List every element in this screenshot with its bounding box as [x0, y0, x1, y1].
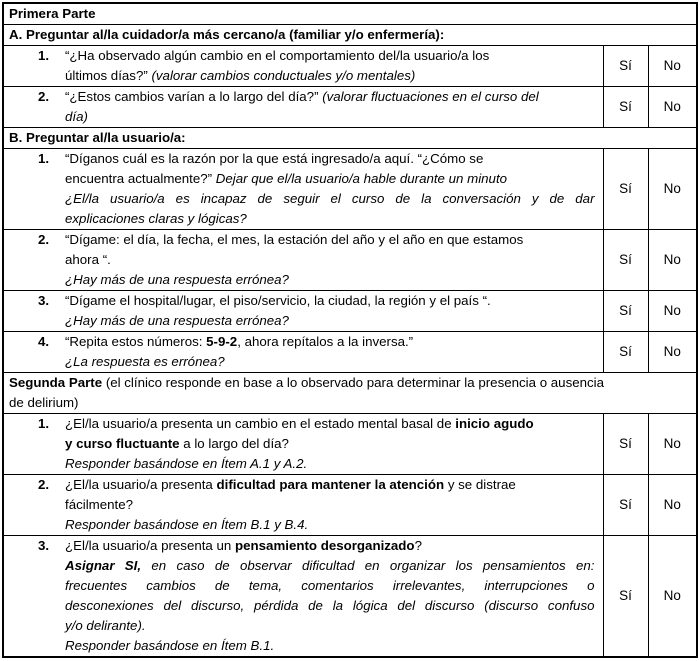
- answer-yes-cell: Sí: [603, 46, 648, 87]
- question-number: 3.: [38, 538, 50, 553]
- assessment-table: [2, 2, 698, 658]
- text-segment: de delirium): [9, 395, 79, 410]
- question-row: [3, 230, 697, 291]
- section-header-row: [3, 373, 697, 414]
- question-number: 1.: [38, 151, 50, 166]
- text-segment: ?: [414, 538, 422, 553]
- text-line: [65, 169, 595, 189]
- text-line: [65, 495, 595, 515]
- section-header-cell: [3, 373, 697, 414]
- answer-yes-cell: Sí: [603, 87, 648, 128]
- question-content: [4, 536, 595, 656]
- text-segment: ¿El/la usuario/a es incapaz de seguir el curso de la conversación y de dar: [65, 191, 595, 206]
- text-line: [65, 209, 595, 229]
- question-text: [65, 87, 595, 127]
- text-segment: Responder basándose en Ítem B.1.: [65, 638, 275, 653]
- text-segment: y/o delirante).: [65, 618, 146, 633]
- question-cell: [3, 230, 603, 291]
- text-line: [65, 149, 595, 169]
- answer-yes-cell: Sí: [603, 291, 648, 332]
- question-content: [4, 87, 595, 127]
- text-segment: (valorar fluctuaciones en el curso del: [322, 89, 539, 104]
- text-segment: ¿La respuesta es errónea?: [65, 354, 225, 369]
- question-text: [65, 332, 595, 372]
- text-line: [65, 250, 595, 270]
- answer-yes-cell: Sí: [603, 475, 648, 536]
- text-segment: a lo largo del día?: [179, 436, 289, 451]
- text-segment: día): [65, 109, 88, 124]
- question-cell: [3, 536, 603, 658]
- text-segment: “Díganos cuál es la razón por la que está ingresado/a aquí. “¿Cómo se: [65, 151, 484, 166]
- question-cell: [3, 475, 603, 536]
- question-content: [4, 149, 595, 229]
- text-segment: inicio agudo: [455, 416, 534, 431]
- text-line: [65, 616, 595, 636]
- text-line: [65, 311, 595, 331]
- question-row: [3, 46, 697, 87]
- text-line: [65, 576, 595, 596]
- answer-yes-cell: Sí: [603, 536, 648, 658]
- text-line: [65, 636, 595, 656]
- text-line: [9, 4, 690, 24]
- text-segment: frecuentes cambios de tema, comentarios irrelevantes, interrupciones o: [65, 578, 595, 593]
- text-line: [9, 373, 690, 393]
- question-text: [65, 230, 595, 290]
- question-content: [4, 46, 595, 86]
- answer-yes-cell: Sí: [603, 332, 648, 373]
- text-segment: pensamiento desorganizado: [235, 538, 415, 553]
- text-segment: encuentra actualmente?”: [65, 171, 216, 186]
- question-text: [65, 291, 595, 331]
- text-segment: y curso fluctuante: [65, 436, 180, 451]
- text-segment: ¿El/la usuario/a presenta un: [65, 538, 236, 553]
- text-line: [9, 128, 690, 148]
- section-header-cell: [3, 3, 697, 25]
- question-row: [3, 414, 697, 475]
- text-segment: “Dígame: el día, la fecha, el mes, la estación del año y el año en que estamos: [65, 232, 524, 247]
- question-number: 4.: [38, 334, 50, 349]
- question-text: [65, 475, 595, 535]
- section-header-row: [3, 3, 697, 25]
- text-segment: ¿Hay más de una respuesta errónea?: [65, 272, 289, 287]
- section-header-row: [3, 25, 697, 46]
- answer-no-cell: No: [648, 149, 697, 230]
- text-line: [65, 66, 595, 86]
- question-row: [3, 475, 697, 536]
- text-segment: fácilmente?: [65, 497, 133, 512]
- question-text: [65, 414, 595, 474]
- answer-yes-cell: Sí: [603, 149, 648, 230]
- text-segment: Dejar que el/la usuario/a hable durante un minuto: [215, 171, 508, 186]
- text-line: [9, 393, 690, 413]
- question-text: [65, 46, 595, 86]
- answer-yes-cell: Sí: [603, 414, 648, 475]
- question-row: [3, 87, 697, 128]
- text-segment: “Dígame el hospital/lugar, el piso/servicio, la ciudad, la región y el país “.: [65, 293, 491, 308]
- text-segment: Primera Parte: [9, 6, 96, 21]
- answer-no-cell: No: [648, 475, 697, 536]
- question-content: [4, 230, 595, 290]
- text-line: [65, 475, 595, 495]
- question-number: 1.: [38, 48, 50, 63]
- section-header-cell: [3, 25, 697, 46]
- answer-no-cell: No: [648, 87, 697, 128]
- text-segment: ahora “.: [65, 252, 111, 267]
- text-segment: ¿El/la usuario/a presenta: [65, 477, 217, 492]
- text-segment: B. Preguntar al/la usuario/a:: [9, 130, 186, 145]
- text-line: [65, 107, 595, 127]
- text-segment: desconexiones del discurso, pérdida de la lógica del discurso (discurso confuso: [65, 598, 595, 613]
- answer-no-cell: No: [648, 536, 697, 658]
- question-number: 3.: [38, 293, 50, 308]
- answer-no-cell: No: [648, 46, 697, 87]
- text-segment: Responder basándose en Ítem A.1 y A.2.: [65, 456, 308, 471]
- question-cell: [3, 46, 603, 87]
- text-line: [65, 46, 595, 66]
- text-line: [9, 25, 690, 45]
- text-line: [65, 434, 595, 454]
- question-text: [65, 536, 595, 656]
- question-number: 2.: [38, 477, 50, 492]
- answer-yes-cell: Sí: [603, 230, 648, 291]
- question-content: [4, 332, 595, 372]
- text-segment: “¿Ha observado algún cambio en el comportamiento del/la usuario/a los: [65, 48, 490, 63]
- question-row: [3, 536, 697, 658]
- answer-no-cell: No: [648, 291, 697, 332]
- question-cell: [3, 332, 603, 373]
- text-line: [65, 515, 595, 535]
- text-segment: 5-9-2: [206, 334, 238, 349]
- text-line: [65, 596, 595, 616]
- question-content: [4, 475, 595, 535]
- text-line: [65, 556, 595, 576]
- question-number: 1.: [38, 416, 50, 431]
- text-line: [65, 270, 595, 290]
- text-line: [65, 230, 595, 250]
- answer-no-cell: No: [648, 332, 697, 373]
- text-segment: ¿El/la usuario/a presenta un cambio en el estado mental basal de: [65, 416, 456, 431]
- question-row: [3, 291, 697, 332]
- question-content: [4, 291, 595, 331]
- question-row: [3, 149, 697, 230]
- question-content: [4, 414, 595, 474]
- question-number: 2.: [38, 232, 50, 247]
- question-row: [3, 332, 697, 373]
- text-segment: “Repita estos números:: [65, 334, 207, 349]
- text-line: [65, 454, 595, 474]
- text-line: [65, 87, 595, 107]
- text-segment: en caso de observar dificultad en organizar los pensamientos en:: [141, 558, 595, 573]
- section-header-row: [3, 128, 697, 149]
- text-segment: dificultad para mantener la atención: [216, 477, 445, 492]
- question-text: [65, 149, 595, 229]
- text-segment: ¿Hay más de una respuesta errónea?: [65, 313, 289, 328]
- text-line: [65, 536, 595, 556]
- text-line: [65, 414, 595, 434]
- text-segment: (valorar cambios conductuales y/o mentales): [151, 68, 416, 83]
- text-segment: (el clínico responde en base a lo observado para determinar la presencia o ausencia: [105, 375, 605, 390]
- text-segment: explicaciones claras y lógicas?: [65, 211, 247, 226]
- answer-no-cell: No: [648, 230, 697, 291]
- answer-no-cell: No: [648, 414, 697, 475]
- question-number: 2.: [38, 89, 50, 104]
- assessment-table-body: [3, 3, 697, 657]
- section-header-cell: [3, 128, 697, 149]
- text-line: [65, 352, 595, 372]
- text-segment: últimos días?”: [65, 68, 152, 83]
- text-segment: A. Preguntar al/la cuidador/a más cercano/a (familiar y/o enfermería):: [9, 27, 445, 42]
- text-segment: Asignar SI,: [65, 558, 142, 573]
- text-line: [65, 291, 595, 311]
- question-cell: [3, 87, 603, 128]
- text-segment: Responder basándose en Ítem B.1 y B.4.: [65, 517, 309, 532]
- text-segment: y se distrae: [444, 477, 516, 492]
- text-segment: “¿Estos cambios varían a lo largo del día?”: [65, 89, 323, 104]
- text-segment: , ahora repítalos a la inversa.”: [237, 334, 414, 349]
- text-line: [65, 332, 595, 352]
- text-line: [65, 189, 595, 209]
- text-segment: Segunda Parte: [9, 375, 106, 390]
- question-cell: [3, 291, 603, 332]
- question-cell: [3, 414, 603, 475]
- question-cell: [3, 149, 603, 230]
